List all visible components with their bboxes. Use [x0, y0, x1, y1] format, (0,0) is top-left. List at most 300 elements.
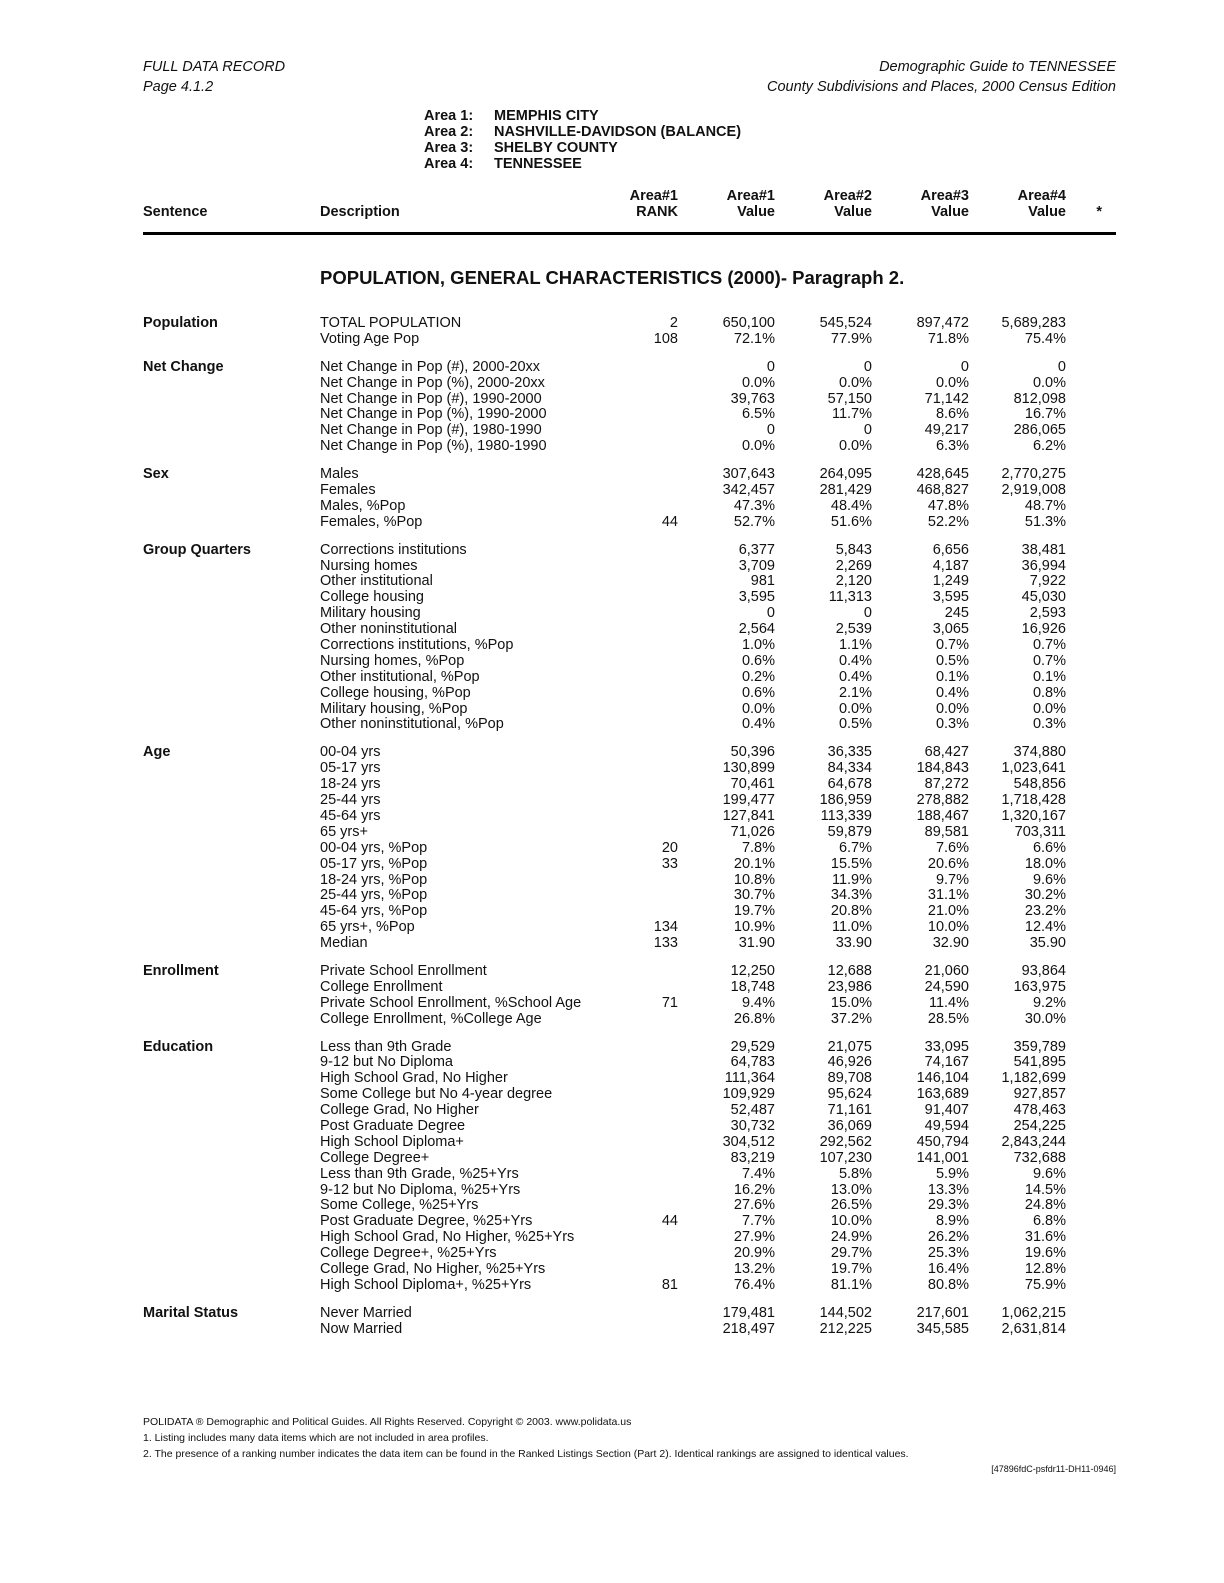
- col-sentence: Sentence: [143, 204, 208, 220]
- row-description: Other institutional: [320, 573, 433, 590]
- row-area2-value: 34.3%: [830, 887, 872, 904]
- row-description: College Enrollment: [320, 978, 443, 995]
- row-area4-value: 31.6%: [1024, 1229, 1066, 1246]
- row-area3-value: 3,595: [932, 589, 969, 606]
- row-description: 9-12 but No Diploma: [320, 1054, 453, 1071]
- page-header-right: [767, 57, 1116, 97]
- row-area2-value: 64,678: [827, 776, 872, 793]
- row-area1-value: 3,709: [738, 557, 775, 574]
- row-description: High School Grad, No Higher: [320, 1070, 508, 1087]
- row-area3-value: 245: [944, 605, 969, 622]
- row-rank: 33: [661, 855, 678, 872]
- footnote-2: 2. The presence of a ranking number indicates the data item can be found in the Ranked Listings Section (Part 2). Identical rankings are assigned to identical values.: [143, 1448, 909, 1460]
- row-area1-value: 30.7%: [733, 887, 775, 904]
- row-area4-value: 703,311: [1014, 823, 1066, 840]
- table-row: [143, 964, 1116, 980]
- row-area1-value: 0.0%: [741, 374, 775, 391]
- row-description: High School Diploma+: [320, 1133, 464, 1150]
- row-description: Now Married: [320, 1320, 403, 1337]
- row-area4-value: 732,688: [1013, 1149, 1066, 1166]
- table-row: [143, 654, 1116, 670]
- row-area4-value: 163,975: [1013, 978, 1066, 995]
- row-description: Military housing: [320, 605, 421, 622]
- row-area3-value: 10.0%: [927, 919, 969, 936]
- row-description: 65 yrs+, %Pop: [320, 919, 415, 936]
- row-description: 45-64 yrs, %Pop: [320, 903, 428, 920]
- row-description: Net Change in Pop (%), 1990-2000: [320, 406, 547, 423]
- row-area3-value: 13.3%: [927, 1181, 969, 1198]
- row-area3-value: 468,827: [916, 482, 969, 499]
- area-label: Area 4:: [424, 155, 474, 172]
- header-rule: [143, 232, 1116, 235]
- row-area3-value: 5.9%: [935, 1165, 969, 1182]
- row-area3-value: 7.6%: [935, 839, 969, 856]
- row-area1-value: 1.0%: [741, 637, 775, 654]
- data-table: [143, 316, 1116, 1350]
- row-area1-value: 130,899: [722, 760, 775, 777]
- row-area1-value: 0: [766, 422, 775, 439]
- table-row: [143, 745, 1116, 761]
- row-area2-value: 0: [863, 605, 872, 622]
- area-row: [424, 109, 741, 125]
- page-header-left: [143, 57, 285, 97]
- row-description: College housing, %Pop: [320, 684, 471, 701]
- row-area2-value: 57,150: [827, 390, 872, 407]
- table-group: [143, 543, 1116, 734]
- row-area3-value: 49,594: [924, 1117, 969, 1134]
- row-description: College Degree+: [320, 1149, 430, 1166]
- row-area1-value: 26.8%: [733, 1010, 775, 1027]
- table-row: [143, 1071, 1116, 1087]
- row-rank: 71: [661, 994, 678, 1011]
- row-area1-value: 64,783: [730, 1054, 775, 1071]
- row-area2-value: 186,959: [819, 792, 872, 809]
- table-row: [143, 606, 1116, 622]
- row-description: Net Change in Pop (%), 1980-1990: [320, 438, 547, 455]
- row-area2-value: 77.9%: [830, 330, 872, 347]
- row-description: 00-04 yrs, %Pop: [320, 839, 428, 856]
- table-row: [143, 360, 1116, 376]
- row-area1-value: 3,595: [738, 589, 775, 606]
- copyright-note: POLIDATA ® Demographic and Political Guides. All Rights Reserved. Copyright © 2003. www.polidata.us: [143, 1416, 632, 1428]
- row-area4-value: 927,857: [1013, 1086, 1066, 1103]
- row-area3-value: 897,472: [916, 315, 969, 331]
- table-row: [143, 407, 1116, 423]
- row-area2-value: 11.9%: [831, 871, 872, 888]
- row-area1-value: 6,377: [738, 541, 775, 558]
- table-row: [143, 873, 1116, 889]
- row-area2-value: 13.0%: [830, 1181, 872, 1198]
- row-description: Net Change in Pop (#), 1990-2000: [320, 390, 542, 407]
- row-area4-value: 45,030: [1021, 589, 1066, 606]
- col-rank: [630, 188, 678, 220]
- row-area1-value: 20.9%: [733, 1245, 775, 1262]
- table-row: [143, 857, 1116, 873]
- row-rank: 44: [661, 513, 678, 530]
- row-area1-value: 6.5%: [741, 406, 775, 423]
- row-area4-value: 30.0%: [1024, 1010, 1066, 1027]
- table-row: [143, 1151, 1116, 1167]
- row-area4-value: 6.6%: [1032, 839, 1066, 856]
- row-area2-value: 19.7%: [830, 1260, 872, 1277]
- group-name: Population: [143, 315, 218, 331]
- row-area2-value: 37.2%: [830, 1010, 872, 1027]
- row-area3-value: 6.3%: [935, 438, 969, 455]
- table-row: [143, 392, 1116, 408]
- row-area4-value: 51.3%: [1024, 513, 1066, 530]
- col-rank-line2: RANK: [636, 204, 678, 220]
- row-area1-value: 27.6%: [733, 1197, 775, 1214]
- table-row: [143, 1087, 1116, 1103]
- row-area3-value: 184,843: [916, 760, 969, 777]
- row-area4-value: 0.8%: [1032, 684, 1066, 701]
- row-area3-value: 0.1%: [935, 668, 969, 685]
- table-group: [143, 964, 1116, 1028]
- row-area3-value: 24,590: [924, 978, 969, 995]
- row-area4-value: 7,922: [1029, 573, 1066, 590]
- section-title: POPULATION, GENERAL CHARACTERISTICS (2000)- Paragraph 2.: [320, 267, 905, 288]
- table-row: [143, 1012, 1116, 1028]
- table-row: [143, 996, 1116, 1012]
- row-area4-value: 0: [1057, 358, 1066, 375]
- row-description: 18-24 yrs: [320, 776, 381, 793]
- row-rank: 81: [661, 1276, 678, 1293]
- table-row: [143, 920, 1116, 936]
- row-description: High School Diploma+, %25+Yrs: [320, 1276, 532, 1293]
- table-row: [143, 1055, 1116, 1071]
- row-area2-value: 292,562: [819, 1133, 872, 1150]
- row-rank: 108: [653, 330, 678, 347]
- row-area3-value: 1,249: [932, 573, 969, 590]
- group-name: Enrollment: [143, 962, 219, 979]
- row-area1-value: 307,643: [722, 466, 775, 483]
- group-name: Net Change: [143, 358, 224, 375]
- row-area4-value: 6.2%: [1032, 438, 1066, 455]
- row-area1-value: 0.6%: [741, 684, 775, 701]
- row-area1-value: 0.2%: [741, 668, 775, 685]
- row-area4-value: 5,689,283: [1001, 315, 1066, 331]
- row-description: College housing: [320, 589, 424, 606]
- row-area2-value: 5,843: [835, 541, 872, 558]
- row-area1-value: 27.9%: [733, 1229, 775, 1246]
- table-row: [143, 1322, 1116, 1338]
- table-group: [143, 360, 1116, 455]
- row-area1-value: 109,929: [722, 1086, 775, 1103]
- row-area2-value: 29.7%: [830, 1245, 872, 1262]
- row-area3-value: 428,645: [916, 466, 969, 483]
- row-area1-value: 981: [750, 573, 775, 590]
- footnote-1: 1. Listing includes many data items which are not included in area profiles.: [143, 1432, 489, 1444]
- row-area3-value: 21,060: [924, 962, 969, 979]
- row-area4-value: 254,225: [1013, 1117, 1066, 1134]
- row-area3-value: 345,585: [916, 1320, 969, 1337]
- row-area2-value: 36,335: [827, 744, 872, 761]
- col-footnote-star: *: [1096, 204, 1102, 220]
- col-area4: [1018, 188, 1066, 220]
- row-area3-value: 31.1%: [927, 887, 969, 904]
- row-area3-value: 49,217: [924, 422, 969, 439]
- area-row: [424, 125, 741, 141]
- row-area2-value: 89,708: [827, 1070, 872, 1087]
- table-row: [143, 483, 1116, 499]
- row-area4-value: 374,880: [1013, 744, 1066, 761]
- row-area2-value: 23,986: [827, 978, 872, 995]
- col-area3-line1: Area#3: [920, 188, 969, 204]
- area-label: Area 3:: [424, 139, 474, 156]
- guide-title: Demographic Guide to TENNESSEE: [879, 59, 1116, 75]
- row-area2-value: 144,502: [819, 1304, 872, 1321]
- col-area3-line2: Value: [931, 204, 969, 220]
- row-area3-value: 141,001: [916, 1149, 969, 1166]
- row-area3-value: 0.7%: [935, 637, 969, 654]
- row-area1-value: 7.8%: [741, 839, 775, 856]
- row-area3-value: 52.2%: [927, 513, 969, 530]
- table-row: [143, 761, 1116, 777]
- row-description: Some College, %25+Yrs: [320, 1197, 479, 1214]
- row-area4-value: 1,182,699: [1001, 1070, 1066, 1087]
- row-area2-value: 0.4%: [838, 668, 872, 685]
- table-row: [143, 1119, 1116, 1135]
- table-row: [143, 1183, 1116, 1199]
- table-row: [143, 638, 1116, 654]
- row-area2-value: 15.5%: [830, 855, 872, 872]
- row-area1-value: 0: [766, 605, 775, 622]
- row-area3-value: 68,427: [924, 744, 969, 761]
- col-area4-line1: Area#4: [1017, 188, 1066, 204]
- table-row: [143, 1214, 1116, 1230]
- row-area1-value: 16.2%: [733, 1181, 775, 1198]
- row-area2-value: 0.5%: [838, 716, 872, 733]
- col-area2-line2: Value: [834, 204, 872, 220]
- area-row: [424, 141, 741, 157]
- area-name: TENNESSEE: [494, 155, 582, 172]
- row-area1-value: 52.7%: [733, 513, 775, 530]
- row-description: College Grad, No Higher: [320, 1102, 479, 1119]
- row-area2-value: 46,926: [827, 1054, 872, 1071]
- row-area3-value: 89,581: [924, 823, 969, 840]
- row-description: 25-44 yrs, %Pop: [320, 887, 428, 904]
- table-row: [143, 841, 1116, 857]
- row-area3-value: 0.0%: [935, 700, 969, 717]
- table-row: [143, 1198, 1116, 1214]
- table-row: [143, 936, 1116, 952]
- table-row: [143, 825, 1116, 841]
- row-area1-value: 2,564: [738, 621, 775, 638]
- row-description: Private School Enrollment: [320, 962, 487, 979]
- row-description: Net Change in Pop (#), 1980-1990: [320, 422, 542, 439]
- row-area3-value: 16.4%: [927, 1260, 969, 1277]
- table-group: [143, 467, 1116, 531]
- row-description: Corrections institutions, %Pop: [320, 637, 514, 654]
- row-description: Corrections institutions: [320, 541, 467, 558]
- table-row: [143, 980, 1116, 996]
- table-row: [143, 574, 1116, 590]
- row-area2-value: 15.0%: [830, 994, 872, 1011]
- row-area3-value: 217,601: [916, 1304, 969, 1321]
- row-area4-value: 2,770,275: [1001, 466, 1066, 483]
- table-row: [143, 590, 1116, 606]
- row-area4-value: 36,994: [1021, 557, 1066, 574]
- area-name: MEMPHIS CITY: [494, 108, 599, 124]
- row-area4-value: 1,718,428: [1001, 792, 1066, 809]
- row-area3-value: 26.2%: [927, 1229, 969, 1246]
- table-row: [143, 1278, 1116, 1294]
- table-row: [143, 439, 1116, 455]
- row-area2-value: 2,269: [835, 557, 872, 574]
- row-area2-value: 0.0%: [838, 700, 872, 717]
- group-name: Sex: [143, 466, 169, 483]
- table-row: [143, 1262, 1116, 1278]
- row-description: Other noninstitutional: [320, 621, 458, 638]
- row-area2-value: 281,429: [819, 482, 872, 499]
- row-area1-value: 50,396: [730, 744, 775, 761]
- row-area1-value: 12,250: [730, 962, 775, 979]
- row-description: Some College but No 4-year degree: [320, 1086, 553, 1103]
- row-description: Military housing, %Pop: [320, 700, 468, 717]
- row-area1-value: 179,481: [722, 1304, 775, 1321]
- row-rank: 133: [653, 935, 678, 952]
- row-area2-value: 11.7%: [831, 406, 872, 423]
- row-area1-value: 127,841: [722, 807, 775, 824]
- row-area2-value: 0.0%: [838, 438, 872, 455]
- group-name: Age: [143, 744, 171, 761]
- row-description: 9-12 but No Diploma, %25+Yrs: [320, 1181, 521, 1198]
- row-description: Net Change in Pop (#), 2000-20xx: [320, 358, 541, 375]
- row-area2-value: 545,524: [819, 315, 872, 331]
- row-area2-value: 48.4%: [830, 497, 872, 514]
- row-area2-value: 2,120: [835, 573, 872, 590]
- row-description: Males, %Pop: [320, 497, 406, 514]
- row-area4-value: 2,919,008: [1001, 482, 1066, 499]
- row-area3-value: 278,882: [916, 792, 969, 809]
- area-list: [424, 109, 741, 173]
- row-area2-value: 71,161: [827, 1102, 872, 1119]
- row-description: College Degree+, %25+Yrs: [320, 1245, 497, 1262]
- row-area4-value: 75.9%: [1024, 1276, 1066, 1293]
- table-row: [143, 543, 1116, 559]
- table-row: [143, 717, 1116, 733]
- row-area2-value: 59,879: [827, 823, 872, 840]
- table-row: [143, 499, 1116, 515]
- group-name: Group Quarters: [143, 541, 251, 558]
- row-area2-value: 12,688: [827, 962, 872, 979]
- row-area1-value: 304,512: [722, 1133, 775, 1150]
- row-area1-value: 0: [766, 358, 775, 375]
- row-area3-value: 71,142: [924, 390, 969, 407]
- row-area4-value: 548,856: [1013, 776, 1066, 793]
- row-description: College Grad, No Higher, %25+Yrs: [320, 1260, 546, 1277]
- row-area3-value: 163,689: [916, 1086, 969, 1103]
- row-description: 00-04 yrs: [320, 744, 381, 761]
- row-area2-value: 24.9%: [830, 1229, 872, 1246]
- row-area3-value: 3,065: [932, 621, 969, 638]
- row-description: College Enrollment, %College Age: [320, 1010, 542, 1027]
- row-area2-value: 95,624: [827, 1086, 872, 1103]
- row-area3-value: 6,656: [932, 541, 969, 558]
- row-area4-value: 18.0%: [1024, 855, 1066, 872]
- row-area1-value: 7.7%: [741, 1213, 775, 1230]
- row-area3-value: 25.3%: [927, 1245, 969, 1262]
- row-area3-value: 0.4%: [935, 684, 969, 701]
- row-area1-value: 218,497: [722, 1320, 775, 1337]
- row-rank: 44: [661, 1213, 678, 1230]
- row-area3-value: 33,095: [924, 1038, 969, 1055]
- row-description: Median: [320, 935, 368, 952]
- table-row: [143, 702, 1116, 718]
- col-area1-line1: Area#1: [726, 188, 775, 204]
- row-area1-value: 19.7%: [733, 903, 775, 920]
- row-area3-value: 4,187: [932, 557, 969, 574]
- row-description: Private School Enrollment, %School Age: [320, 994, 582, 1011]
- row-description: 65 yrs+: [320, 823, 368, 840]
- row-area3-value: 188,467: [916, 807, 969, 824]
- row-area3-value: 71.8%: [927, 330, 969, 347]
- row-area3-value: 32.90: [932, 935, 969, 952]
- row-area4-value: 812,098: [1013, 390, 1066, 407]
- col-area1-line2: Value: [737, 204, 775, 220]
- page-number: Page 4.1.2: [143, 79, 214, 95]
- row-area2-value: 1.1%: [838, 637, 872, 654]
- row-area4-value: 16.7%: [1024, 406, 1066, 423]
- row-description: Less than 9th Grade, %25+Yrs: [320, 1165, 519, 1182]
- row-area4-value: 9.6%: [1032, 1165, 1066, 1182]
- row-area1-value: 10.9%: [733, 919, 775, 936]
- row-area3-value: 8.9%: [935, 1213, 969, 1230]
- row-area4-value: 2,631,814: [1001, 1320, 1066, 1337]
- row-area3-value: 20.6%: [927, 855, 969, 872]
- col-rank-line1: Area#1: [629, 188, 678, 204]
- row-area1-value: 52,487: [730, 1102, 775, 1119]
- row-description: Females: [320, 482, 376, 499]
- table-row: [143, 1167, 1116, 1183]
- row-area4-value: 6.8%: [1032, 1213, 1066, 1230]
- row-area3-value: 0.0%: [935, 374, 969, 391]
- row-area4-value: 48.7%: [1024, 497, 1066, 514]
- row-description: Post Graduate Degree: [320, 1117, 466, 1134]
- row-description: Less than 9th Grade: [320, 1038, 452, 1055]
- row-area1-value: 0.0%: [741, 438, 775, 455]
- row-area3-value: 0: [960, 358, 969, 375]
- table-group: [143, 316, 1116, 348]
- row-area4-value: 359,789: [1013, 1038, 1066, 1055]
- table-group: [143, 1040, 1116, 1294]
- table-row: [143, 1040, 1116, 1056]
- row-area1-value: 18,748: [730, 978, 775, 995]
- row-area2-value: 10.0%: [830, 1213, 872, 1230]
- table-row: [143, 423, 1116, 439]
- row-area4-value: 14.5%: [1024, 1181, 1066, 1198]
- row-area4-value: 30.2%: [1024, 887, 1066, 904]
- row-area2-value: 33.90: [835, 935, 872, 952]
- row-area4-value: 16,926: [1021, 621, 1066, 638]
- row-rank: 134: [653, 919, 678, 936]
- row-description: Never Married: [320, 1304, 412, 1321]
- row-description: Voting Age Pop: [320, 330, 420, 347]
- row-area1-value: 47.3%: [733, 497, 775, 514]
- row-area2-value: 0: [863, 358, 872, 375]
- row-area4-value: 0.7%: [1032, 652, 1066, 669]
- col-area4-line2: Value: [1028, 204, 1066, 220]
- row-area4-value: 9.2%: [1032, 994, 1066, 1011]
- row-area4-value: 478,463: [1013, 1102, 1066, 1119]
- row-area3-value: 47.8%: [927, 497, 969, 514]
- area-label: Area 2:: [424, 123, 474, 140]
- row-description: Nursing homes, %Pop: [320, 652, 465, 669]
- row-area4-value: 12.4%: [1024, 919, 1066, 936]
- row-area4-value: 38,481: [1021, 541, 1066, 558]
- row-area1-value: 10.8%: [733, 871, 775, 888]
- row-area1-value: 0.0%: [741, 700, 775, 717]
